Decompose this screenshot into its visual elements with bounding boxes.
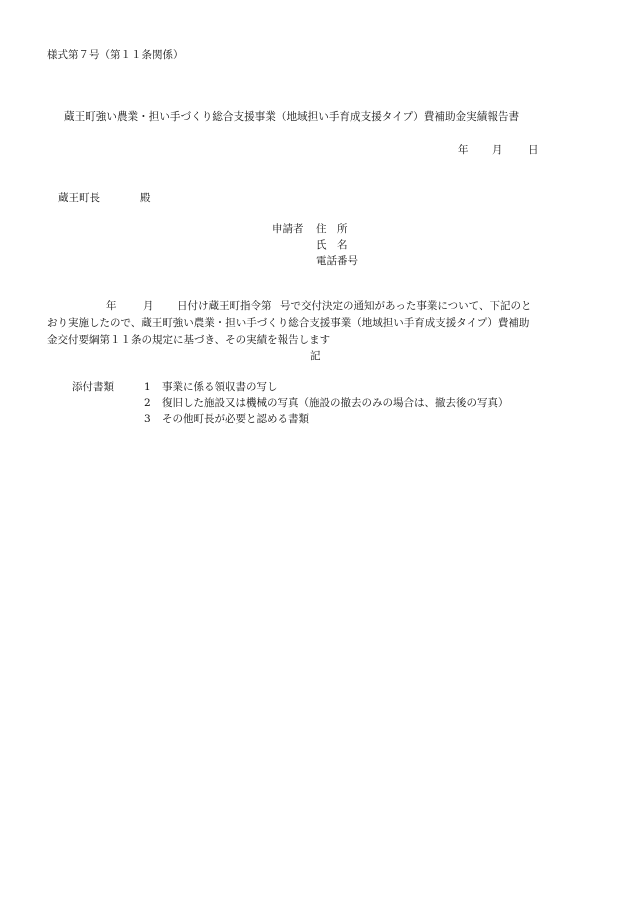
attachment-item-text: 事業に係る領収書の写し: [162, 381, 278, 393]
date-month-label: 月: [492, 144, 503, 156]
date-day-label: 日: [528, 144, 539, 156]
ki-heading: 記: [310, 350, 321, 362]
form-number: 様式第７号（第１１条関係）: [47, 49, 184, 61]
date-year-label: 年: [458, 144, 469, 156]
phone-field-label: 電話番号: [316, 255, 358, 267]
applicant-label: 申請者: [272, 223, 304, 235]
body-month-label: 月: [143, 300, 154, 312]
body-line2: おり実施したので、蔵王町強い農業・担い手づくり総合支援事業（地域担い手育成支援タイプ）費補助: [47, 317, 530, 329]
attachment-item-text: 復旧した施設又は機械の写真（施設の撤去のみの場合は、撤去後の写真）: [162, 397, 509, 409]
addressee-name: 蔵王町長: [58, 192, 100, 204]
attachments-label: 添付書類: [72, 381, 114, 393]
attachment-item-number: 1: [144, 381, 151, 393]
attachment-item-number: 3: [144, 413, 151, 425]
document-title: 蔵王町強い農業・担い手づくり総合支援事業（地域担い手育成支援タイプ）費補助金実績報告書: [64, 111, 520, 123]
attachment-item-number: 2: [144, 397, 151, 409]
address-field-label: 住 所: [316, 223, 348, 235]
body-year-label: 年: [106, 300, 117, 312]
body-line3: 金交付要綱第１１条の規定に基づき、その実績を報告します: [47, 334, 331, 346]
addressee-honorific: 殿: [140, 192, 151, 204]
body-line1-part-b: 号で交付決定の通知があった事業について、下記のと: [280, 300, 532, 312]
body-line1-part-a: 日付け蔵王町指令第: [177, 300, 272, 312]
name-field-label: 氏 名: [316, 239, 348, 251]
attachment-item-text: その他町長が必要と認める書類: [162, 413, 309, 425]
